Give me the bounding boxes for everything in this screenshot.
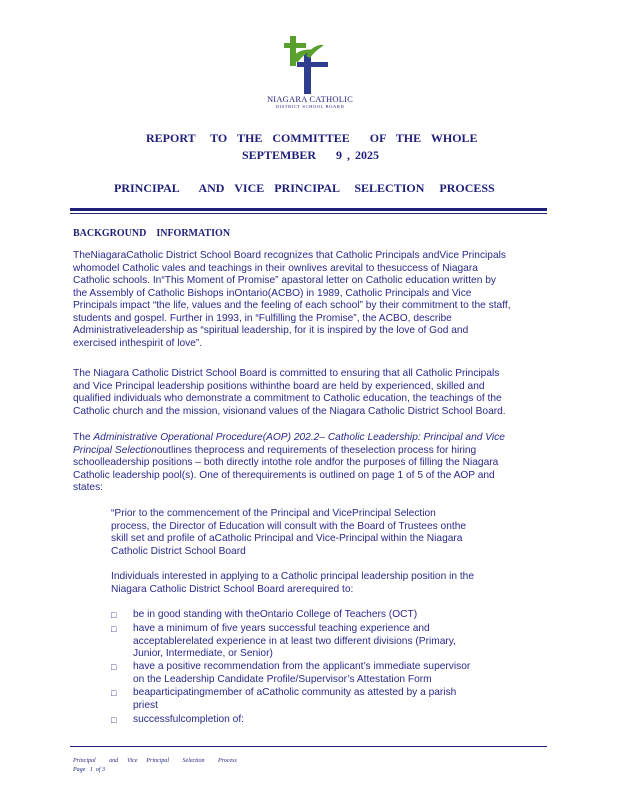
text-line: students and gospel. Further in 1993, in “Fulfilling the Promise”, the ACBO, describe — [73, 312, 452, 324]
quote-paragraph-2 — [111, 571, 501, 596]
text-line: Catholic schools. In“This Moment of Promise” apastoral letter on Catholic education written by — [73, 275, 496, 286]
text-line — [73, 432, 546, 445]
list-item-text — [133, 623, 503, 661]
text-line: “Prior to the commencement of the Principal and VicePrincipal Selection — [111, 508, 436, 519]
logo-blue-cross-horizontal — [297, 62, 328, 67]
footer-page-number: Page 1 of 3 — [73, 767, 105, 773]
bullet-icon: □ — [111, 624, 117, 634]
board-logo — [284, 36, 328, 94]
footer-title: Principal and Vice Principal Selection Process — [73, 758, 237, 764]
text-line: successfulcompletion of: — [133, 714, 244, 725]
text-line: Principals impact “the life, values and the feeling of each school” by their commitment to the staff, — [73, 300, 511, 311]
text-line: on the Leadership Candidate Profile/Supervisor’s Attestation Form — [133, 673, 432, 685]
text-run: The — [73, 432, 94, 443]
list-item-text — [133, 714, 503, 727]
text-line: Niagara Catholic District School Board arerequired to: — [111, 583, 354, 595]
list-item-text — [133, 609, 503, 622]
text-line: The Niagara Catholic District School Board is committed to ensuring that all Catholic Principals — [73, 368, 500, 379]
org-name: NIAGARA CATHOLIC — [266, 94, 354, 104]
text-line: Junior, Intermediate, or Senior) — [133, 648, 273, 659]
text-line: Catholic District School Board — [111, 545, 246, 557]
text-line: have a positive recommendation from the applicant’s immediate supervisor — [133, 661, 471, 672]
text-line: Administrativeleadership as “spiritual leadership, for it is inspired by the love of God and — [73, 325, 469, 336]
aop-title-cont: Principal Selection — [73, 444, 157, 456]
text-line: be in good standing with theOntario College of Teachers (OCT) — [133, 609, 418, 620]
text-line: skill set and profile of aCatholic Principal and Vice-Principal within the Niagara — [111, 533, 463, 544]
header-rule-thin — [70, 213, 547, 214]
paragraph-3 — [73, 432, 546, 495]
text-line: Catholic leadership pool(s). One of therequirements is outlined on page 1 of 5 of the AOP and — [73, 469, 495, 481]
report-title: REPORT TO THE COMMITTEE OF THE WHOLE — [146, 131, 478, 145]
aop-title: Administrative Operational Procedure(AOP) 202.2– Catholic Leadership: Principal and Vice — [93, 432, 505, 443]
quote-paragraph-1 — [111, 508, 501, 558]
text-line: have a minimum of five years successful teaching experience and — [133, 623, 430, 634]
text-line: schoolleadership positions – both directly intothe role andfor the purposes of filling the Niagara — [73, 457, 499, 468]
org-subtitle: DISTRICT SCHOOL BOARD — [275, 104, 345, 109]
report-date: SEPTEMBER 9 , 2025 — [242, 148, 380, 162]
bullet-icon: □ — [111, 662, 117, 672]
text-line: process, the Director of Education will consult with the Board of Trustees onthe — [111, 520, 467, 532]
report-subject: PRINCIPAL AND VICE PRINCIPAL SELECTION PROCESS — [114, 181, 495, 195]
paragraph-1 — [73, 250, 546, 350]
section-heading: BACKGROUND INFORMATION — [73, 228, 231, 239]
text-line: and Vice Principal leadership positions withinthe board are held by experienced, skilled and — [73, 380, 485, 392]
bullet-icon: □ — [111, 688, 117, 698]
text-line: beaparticipatingmember of aCatholic community as attested by a parish — [133, 687, 457, 698]
bullet-icon: □ — [111, 610, 117, 620]
list-item-text — [133, 661, 503, 686]
text-line — [73, 445, 546, 458]
text-line: the Assembly of Catholic Bishops inOntario(ACBO) in 1989, Catholic Principals and Vice — [73, 287, 472, 299]
header-rule — [70, 208, 547, 211]
text-line: priest — [133, 699, 158, 711]
text-line: whomodel Catholic vales and teachings in their ownlives arevital to thesuccess of Niagara — [73, 262, 478, 274]
paragraph-2 — [73, 368, 546, 418]
text-run: outlines theprocess and requirements of theselection process for hiring — [156, 444, 477, 456]
text-line: exercised inthespirit of love”. — [73, 337, 203, 349]
text-line: acceptablerelated experience in at least two different divisions (Primary, — [133, 635, 456, 647]
logo-green-cross-horizontal — [284, 43, 306, 48]
text-line: Individuals interested in applying to a Catholic principal leadership position in the — [111, 571, 475, 582]
text-line: Catholic church and the mission, visionand values of the Niagara Catholic District School Board. — [73, 405, 506, 417]
text-line: qualified individuals who demonstrate a commitment to Catholic education, the teachings of the — [73, 393, 502, 404]
list-item-text — [133, 687, 503, 712]
footer-rule — [70, 746, 547, 747]
text-line: states: — [73, 482, 104, 493]
bullet-icon: □ — [111, 715, 117, 725]
text-line: TheNiagaraCatholic District School Board recognizes that Catholic Principals andVice Principals — [73, 250, 506, 261]
